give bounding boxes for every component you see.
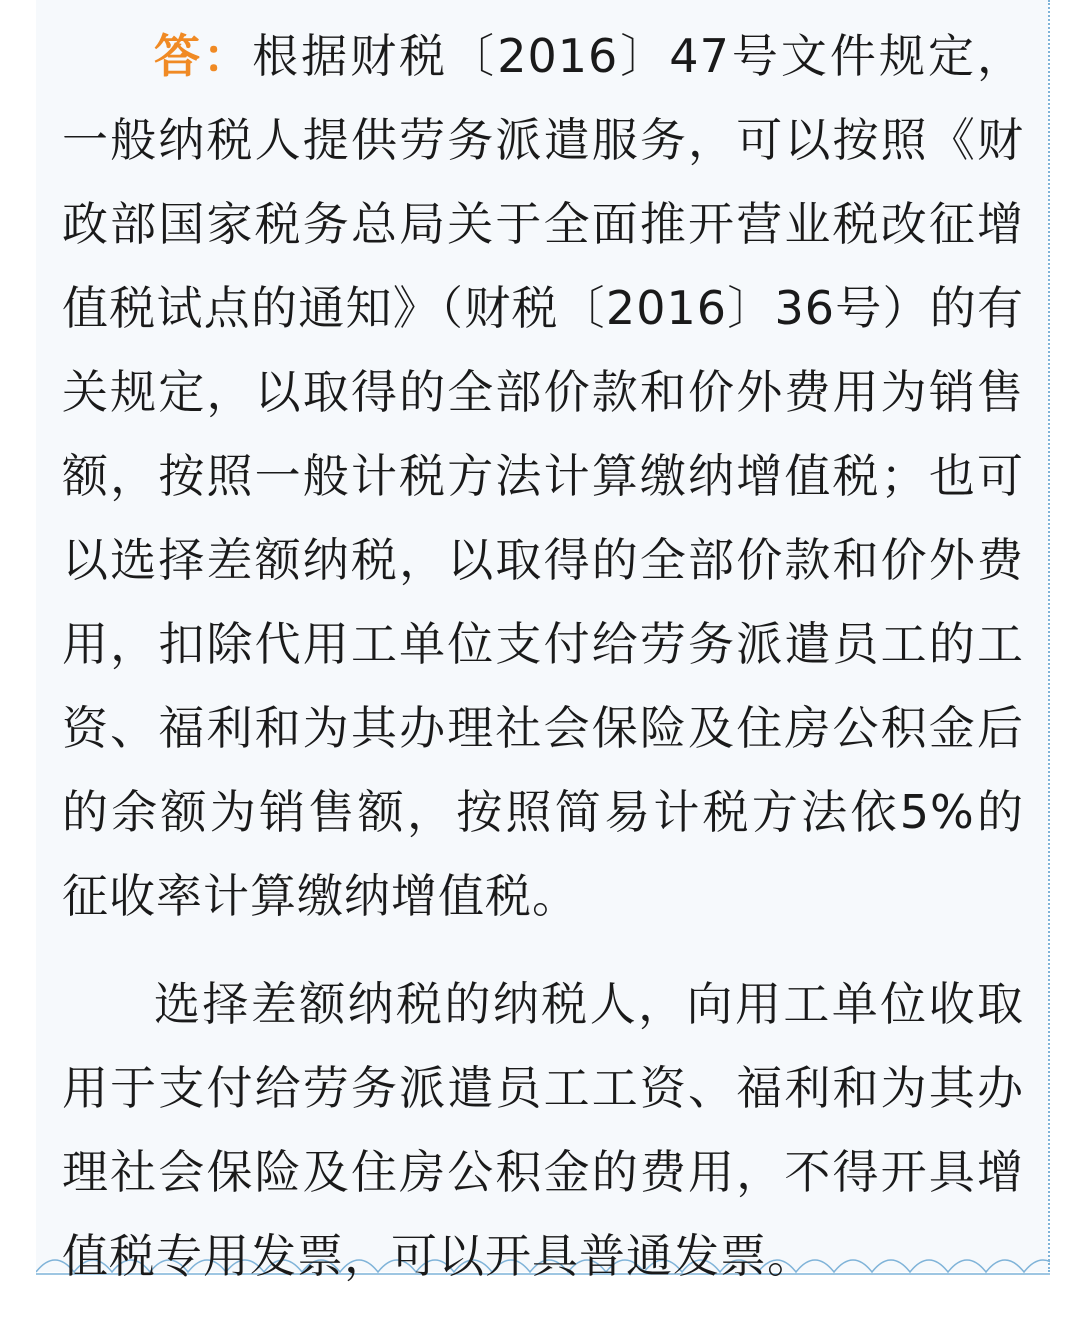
card-right-border xyxy=(1048,0,1050,1272)
answer-content xyxy=(62,14,1024,1298)
answer-text-2: 选择差额纳税的纳税人，向用工单位收取用于支付给劳务派遣员工工资、福利和为其办理社会保险及住房公积金的费用，不得开具增值税专用发票，可以开具普通发票。 xyxy=(62,977,1024,1283)
answer-paragraph-2 xyxy=(62,962,1024,1298)
answer-text-1: 根据财税〔2016〕47号文件规定，一般纳税人提供劳务派遣服务，可以按照《财政部国家税务总局关于全面推开营业税改征增值税试点的通知》（财税〔2016〕36号）的有关规定，以取得的全部价款和价外费用为销售额，按照一般计税方法计算缴纳增值税；也可以选择差额纳税，以取得的全部价款和价外费用，扣除代用工单位支付给劳务派遣员工的工资、福利和为其办理社会保险及住房公积金后的余额为销售额，按照简易计税方法依5%的征收率计算缴纳增值税。 xyxy=(62,29,1025,923)
answer-paragraph-1 xyxy=(62,14,1024,938)
answer-label: 答： xyxy=(154,29,253,83)
